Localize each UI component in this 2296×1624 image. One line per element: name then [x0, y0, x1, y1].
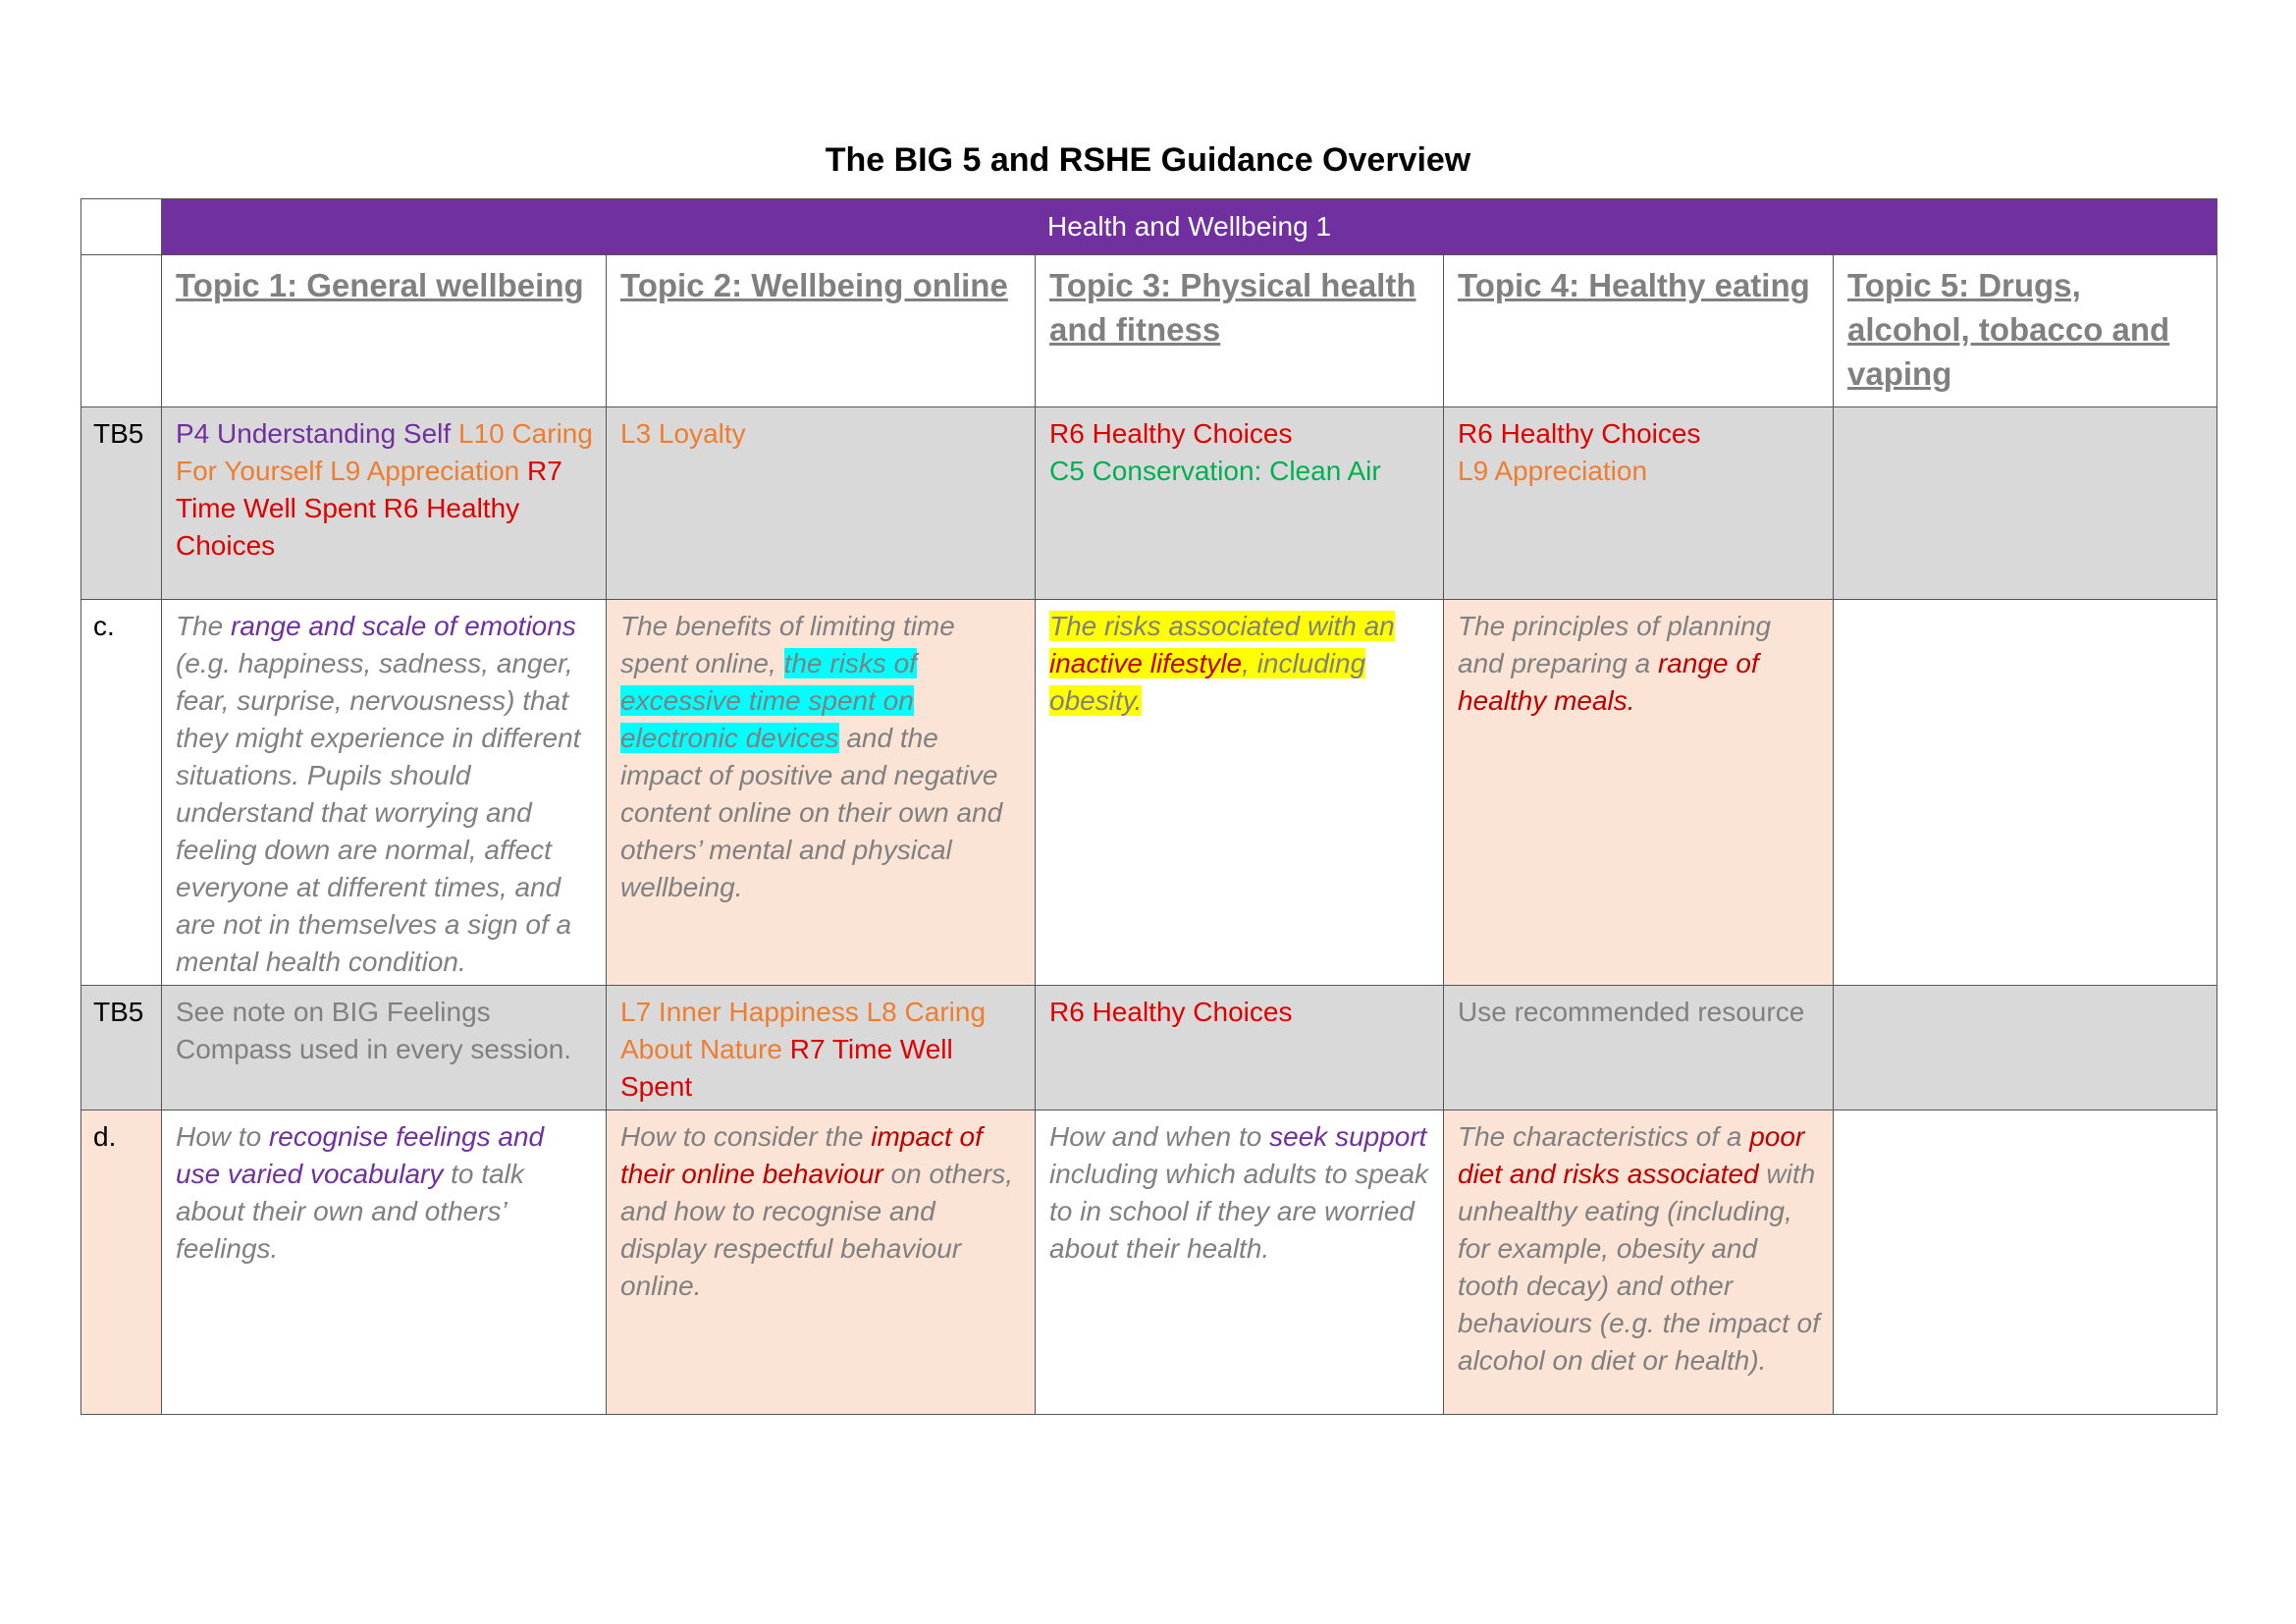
- guidance-d-topic-5: [1834, 1110, 2217, 1415]
- tb5-topic-5-cell: [1834, 407, 2217, 600]
- tb5-link: R7 Time Well Spent: [176, 456, 562, 523]
- row-label: d.: [81, 1110, 162, 1415]
- guidance-d-topic-2: [607, 1110, 1036, 1415]
- tb5-link: R6 Healthy Choices: [1458, 418, 1701, 449]
- row-label: c.: [81, 600, 162, 986]
- unit-banner: Health and Wellbeing 1: [162, 199, 2217, 255]
- guidance-key-phrase: inactive lifestyle: [1049, 648, 1243, 678]
- guidance-text: The principles of planning and preparing a: [1458, 611, 1772, 678]
- guidance-text: to talk about their own and others’ feelings.: [176, 1159, 524, 1264]
- tb5-topic-4-cell: [1444, 407, 1834, 600]
- document-title: The BIG 5 and RSHE Guidance Overview: [825, 141, 1471, 179]
- guidance-c-topic-1: [162, 600, 607, 986]
- tb5-link: L9 Appreciation: [330, 456, 520, 486]
- topic-1-heading: Topic 1: General wellbeing: [162, 255, 607, 407]
- tb5-link: R6 Healthy Choices: [1049, 418, 1293, 449]
- guidance-key-phrase: range and scale of emotions: [231, 611, 576, 641]
- tb5-link: C5 Conservation: Clean Air: [1049, 456, 1381, 486]
- guidance-text: including which adults to speak to in school if they are worried about their health.: [1049, 1159, 1429, 1264]
- guidance-row-d: [81, 1110, 2217, 1415]
- row-label: TB5: [81, 986, 162, 1110]
- guidance-d-topic-4: [1444, 1110, 1834, 1415]
- tb5-topic-4-cell: Use recommended resource: [1444, 986, 1834, 1110]
- guidance-row-c: [81, 600, 2217, 986]
- guidance-text: with unhealthy eating (including, for example, obesity and tooth decay) and other behaviours (e.g. the impact of alcohol on diet or health).: [1458, 1159, 1820, 1376]
- row-label: TB5: [81, 407, 162, 600]
- guidance-key-phrase: range of healthy meals.: [1458, 648, 1759, 716]
- topic-3-heading: Topic 3: Physical health and fitness: [1036, 255, 1444, 407]
- guidance-text: How to consider the: [620, 1121, 872, 1152]
- guidance-c-topic-4: [1444, 600, 1834, 986]
- tb5-row-2: [81, 986, 2217, 1110]
- guidance-key-phrase: seek support: [1269, 1121, 1427, 1152]
- guidance-text: How and when to: [1049, 1121, 1270, 1152]
- overview-table: [80, 198, 2217, 1415]
- tb5-topic-2-cell: [607, 986, 1036, 1110]
- blank-label-cell: [81, 255, 162, 407]
- topic-header-row: [81, 255, 2217, 407]
- guidance-text: and the impact of positive and negative content online on their own and others’ mental and physical wellbeing.: [620, 723, 1003, 902]
- guidance-c-topic-5: [1834, 600, 2217, 986]
- guidance-key-phrase: impact of their online behaviour: [620, 1121, 983, 1189]
- tb5-link: P4 Understanding Self: [176, 418, 452, 449]
- tb5-link: L8 Caring About Nature: [620, 997, 987, 1064]
- tb5-topic-3-cell: R6 Healthy Choices: [1036, 986, 1444, 1110]
- guidance-highlight: the risks of excessive time spent on electronic devices: [620, 648, 917, 753]
- topic-5-heading: Topic 5: Drugs, alcohol, tobacco and vaping: [1834, 255, 2217, 407]
- guidance-text: The benefits of limiting time spent online,: [620, 611, 955, 678]
- guidance-highlight: , including obesity.: [1049, 648, 1366, 716]
- guidance-text: How to: [176, 1121, 269, 1152]
- topic-4-heading: Topic 4: Healthy eating: [1444, 255, 1834, 407]
- tb5-topic-1-cell: [162, 407, 607, 600]
- tb5-link: L10 Caring For Yourself: [176, 418, 593, 486]
- guidance-d-topic-1: [162, 1110, 607, 1415]
- tb5-link: L7 Inner Happiness: [620, 997, 859, 1027]
- tb5-topic-5-cell: [1834, 986, 2217, 1110]
- guidance-key-phrase: poor diet and risks associated: [1458, 1121, 1805, 1189]
- banner-row: [81, 199, 2217, 255]
- guidance-text: (e.g. happiness, sadness, anger, fear, surprise, nervousness) that they might experience in different situations. Pupils should understand that worrying and feeling down are normal, affect everyone at different times, and are not in themselves a sign of a mental health condition.: [176, 648, 581, 977]
- blank-corner-cell: [81, 199, 162, 255]
- tb5-topic-1-cell: See note on BIG Feelings Compass used in every session.: [162, 986, 607, 1110]
- guidance-text: The characteristics of a: [1458, 1121, 1750, 1152]
- tb5-link: L3 Loyalty: [620, 418, 746, 449]
- guidance-c-topic-3: [1036, 600, 1444, 986]
- tb5-topic-3-cell: [1036, 407, 1444, 600]
- topic-2-heading: Topic 2: Wellbeing online: [607, 255, 1036, 407]
- guidance-text: The: [176, 611, 232, 641]
- guidance-text: on others, and how to recognise and display respectful behaviour online.: [620, 1159, 1014, 1301]
- tb5-link: R7 Time Well Spent: [620, 1034, 953, 1102]
- tb5-link: L9 Appreciation: [1458, 456, 1648, 486]
- guidance-key-phrase: recognise feelings and use varied vocabulary: [176, 1121, 545, 1189]
- guidance-c-topic-2: [607, 600, 1036, 986]
- tb5-link: R6 Healthy Choices: [176, 493, 520, 561]
- tb5-row-1: [81, 407, 2217, 600]
- tb5-topic-2-cell: [607, 407, 1036, 600]
- guidance-d-topic-3: [1036, 1110, 1444, 1415]
- guidance-highlight: The risks associated with an: [1049, 611, 1395, 641]
